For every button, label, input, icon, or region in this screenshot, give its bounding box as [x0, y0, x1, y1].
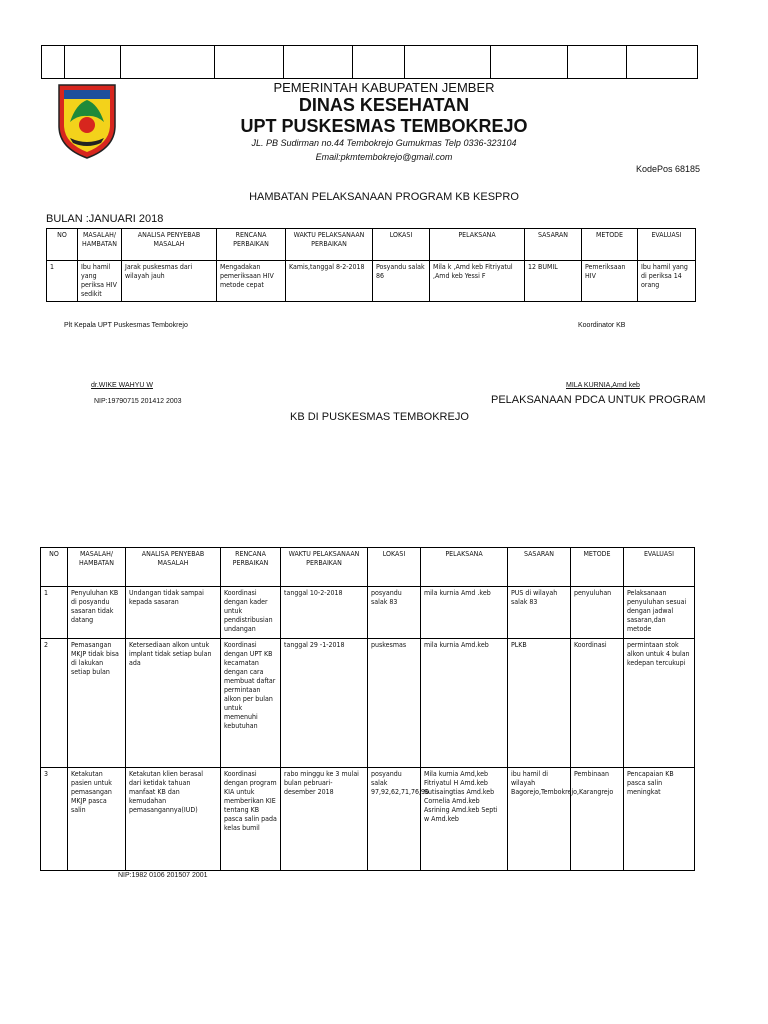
column-header: EVALUASI [624, 548, 695, 587]
column-header: ANALISA PENYEBAB MASALAH [122, 229, 217, 261]
column-header: WAKTU PELAKSANAAN PERBAIKAN [286, 229, 373, 261]
table-cell: 1 [47, 261, 78, 302]
table-cell: tanggal 29 -1-2018 [281, 639, 368, 768]
table-cell: Ketakutan klien berasal dari ketidak tahuan manfaat KB dan kemudahan pemasangannya(IUD) [126, 768, 221, 871]
column-header: MASALAH/ HAMBATAN [78, 229, 122, 261]
table-cell: Pembinaan [571, 768, 624, 871]
column-header: PELAKSANA [421, 548, 508, 587]
table-cell: mila kurnia Amd .keb [421, 587, 508, 639]
table-cell: Koordinasi dengan kader untuk pendistribusian undangan [221, 587, 281, 639]
table-cell: Ketakutan pasien untuk pemasangan MKJP pasca salin [68, 768, 126, 871]
table-cell: Ibu hamil yang periksa HIV sedikit [78, 261, 122, 302]
column-header: METODE [571, 548, 624, 587]
table-row [41, 768, 695, 871]
table-cell: Pemasangan MKJP tidak bisa di lakukan setiap bulan [68, 639, 126, 768]
column-header: NO [47, 229, 78, 261]
table-cell: 1 [41, 587, 68, 639]
table-cell: penyuluhan [571, 587, 624, 639]
doc1-month: BULAN :JANUARI 2018 [46, 213, 164, 225]
table-cell: Pelaksanaan penyuluhan sesuai dengan jadwal sasaran,dan metode [624, 587, 695, 639]
table-cell: Mila k ,Amd keb Fitriyatul ,Amd keb Yessi F [430, 261, 525, 302]
table-cell: posyandu salak 97,92,62,71,76,96 [368, 768, 421, 871]
table-row [41, 639, 695, 768]
top-cell [215, 46, 284, 79]
table-row [47, 261, 696, 302]
column-header: RENCANA PERBAIKAN [221, 548, 281, 587]
table-header-row [41, 548, 695, 587]
table-cell: Posyandu salak 86 [373, 261, 430, 302]
top-cell [284, 46, 353, 79]
table-cell: Mila kurnia Amd,keb Fitriyatul H Amd.keb Sutisaingtias Amd.keb Cornelia Amd.keb Asrining Amd.keb Septi w Amd.keb [421, 768, 508, 871]
doc2-table [40, 547, 695, 871]
table-cell: Pemeriksaan HIV [582, 261, 638, 302]
email-line: Email:pkmtembokrejo@gmail.com [315, 152, 453, 162]
table-cell: Ketersediaan alkon untuk implant tidak setiap bulan ada [126, 639, 221, 768]
table-cell: 12 BUMIL [525, 261, 582, 302]
table-cell: Jarak puskesmas dari wilayah jauh [122, 261, 217, 302]
table-cell: Koordinasi dengan program KIA untuk memberikan KIE tentang KB pasca salin pada kelas bumil [221, 768, 281, 871]
doc2-nip: NIP:1982 0106 201507 2001 [118, 872, 208, 879]
table-cell: tanggal 10-2-2018 [281, 587, 368, 639]
top-empty-table [41, 45, 698, 79]
column-header: SASARAN [508, 548, 571, 587]
address-line: JL. PB Sudirman no.44 Tembokrejo Gumukmas Telp 0336-323104 [251, 138, 517, 148]
doc2-title-line2: KB DI PUSKESMAS TEMBOKREJO [290, 411, 469, 423]
doc1-sign-left-name: dr.WIKE WAHYU W [91, 382, 153, 389]
postal-code: KodePos 68185 [636, 164, 701, 174]
doc1-sign-left-nip: NIP:19790715 201412 2003 [94, 398, 182, 405]
column-header: MASALAH/ HAMBATAN [68, 548, 126, 587]
column-header: WAKTU PELAKSANAAN PERBAIKAN [281, 548, 368, 587]
table-cell: Pencapaian KB pasca salin meningkat [624, 768, 695, 871]
top-cell [121, 46, 215, 79]
table-cell: 2 [41, 639, 68, 768]
column-header: PELAKSANA [430, 229, 525, 261]
doc1-sign-right-title: Koordinator KB [578, 322, 626, 329]
upt-name: UPT PUSKESMAS TEMBOKREJO [240, 116, 528, 136]
table-cell: permintaan stok alkon untuk 4 bulan kedepan tercukupi [624, 639, 695, 768]
table-cell: rabo minggu ke 3 mulai bulan pebruari-desember 2018 [281, 768, 368, 871]
table-cell: Ibu hamil yang di periksa 14 orang [638, 261, 696, 302]
top-cell [65, 46, 121, 79]
column-header: LOKASI [368, 548, 421, 587]
column-header: LOKASI [373, 229, 430, 261]
table-cell: ibu hamil di wilayah Bagorejo,Tembokrejo,Karangrejo [508, 768, 571, 871]
table-cell: PLKB [508, 639, 571, 768]
doc1-title: HAMBATAN PELAKSANAAN PROGRAM KB KESPRO [249, 191, 519, 203]
column-header: EVALUASI [638, 229, 696, 261]
top-cell [353, 46, 405, 79]
table-cell: Koordinasi [571, 639, 624, 768]
top-cell [405, 46, 491, 79]
table-cell: posyandu salak 83 [368, 587, 421, 639]
table-cell: Mengadakan pemeriksaan HIV metode cepat [217, 261, 286, 302]
government-name: PEMERINTAH KABUPATEN JEMBER [273, 80, 495, 95]
table-header-row [47, 229, 696, 261]
doc1-table [46, 228, 696, 302]
table-cell: 3 [41, 768, 68, 871]
table-cell: Kamis,tanggal 8-2-2018 [286, 261, 373, 302]
top-cell [568, 46, 627, 79]
column-header: METODE [582, 229, 638, 261]
table-cell: puskesmas [368, 639, 421, 768]
top-cell [491, 46, 568, 79]
doc1-sign-right-name: MILA KURNIA,Amd keb [566, 382, 640, 389]
doc1-sign-left-title: Plt Kepala UPT Puskesmas Tembokrejo [64, 322, 188, 329]
column-header: ANALISA PENYEBAB MASALAH [126, 548, 221, 587]
table-cell: Penyuluhan KB di posyandu sasaran tidak datang [68, 587, 126, 639]
column-header: NO [41, 548, 68, 587]
top-cell [42, 46, 65, 79]
column-header: SASARAN [525, 229, 582, 261]
column-header: RENCANA PERBAIKAN [217, 229, 286, 261]
doc2-title-line1: PELAKSANAAN PDCA UNTUK PROGRAM [491, 394, 706, 406]
dinas-name: DINAS KESEHATAN [298, 95, 470, 115]
table-cell: Koordinasi dengan UPT KB kecamatan dengan cara membuat daftar permintaan alkon per bulan untuk memenuhi kebutuhan [221, 639, 281, 768]
top-cell [627, 46, 698, 79]
table-cell: Undangan tidak sampai kepada sasaran [126, 587, 221, 639]
table-cell: PUS di wilayah salak 83 [508, 587, 571, 639]
table-row [41, 587, 695, 639]
table-cell: mila kurnia Amd.keb [421, 639, 508, 768]
